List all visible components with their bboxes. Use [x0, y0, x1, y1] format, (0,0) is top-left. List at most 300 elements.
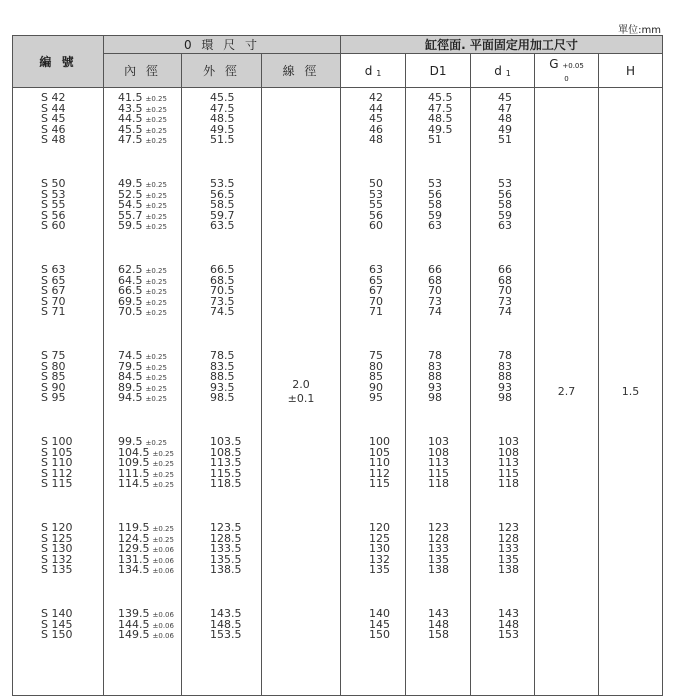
inner-tolerance: ±0.25	[145, 298, 167, 307]
cell-outer: 135.5	[210, 554, 242, 565]
row-group	[406, 93, 470, 179]
cell-D1: 70	[428, 286, 443, 297]
header-G-tol-upper: +0.05	[562, 61, 584, 70]
cell-D1: 56	[428, 189, 443, 200]
col-d1-b	[471, 88, 535, 696]
cell-inner	[104, 609, 181, 620]
row-group	[104, 265, 181, 351]
cell-code: S 125	[41, 533, 73, 544]
inner-tolerance: ±0.06	[152, 621, 174, 630]
col-d1-a	[341, 88, 406, 696]
row-group	[13, 93, 103, 179]
col-G	[535, 88, 599, 696]
inner-value: 109.5	[118, 458, 150, 469]
cell-inner	[104, 200, 181, 211]
cell-D1: 73	[428, 296, 443, 307]
cell-d1: 75	[369, 351, 384, 362]
inner-value: 41.5	[118, 93, 143, 104]
row-group	[182, 523, 261, 609]
cell-outer: 138.5	[210, 565, 242, 576]
row-group	[471, 93, 534, 179]
inner-value: 124.5	[118, 533, 150, 544]
cell-d1: 55	[369, 200, 384, 211]
cell-code: S 150	[41, 630, 73, 641]
cell-outer: 68.5	[210, 275, 235, 286]
cell-d1b: 118	[498, 479, 520, 490]
col-H	[599, 88, 663, 696]
inner-value: 74.5	[118, 351, 143, 362]
cell-inner	[104, 135, 181, 146]
cell-d1b: 153	[498, 630, 520, 641]
cell-outer: 49.5	[210, 124, 235, 135]
cell-D1: 68	[428, 275, 443, 286]
cell-outer: 128.5	[210, 533, 242, 544]
cell-d1: 53	[369, 189, 384, 200]
inner-tolerance: ±0.06	[152, 632, 174, 640]
inner-value: 79.5	[118, 361, 143, 372]
cell-code: S 130	[41, 544, 73, 555]
inner-value: 131.5	[118, 554, 150, 565]
cell-d1b: 83	[498, 361, 513, 372]
cell-inner	[104, 211, 181, 222]
cell-inner	[104, 523, 181, 534]
header-oring-group: 0 環 尺 寸	[104, 36, 341, 54]
cell-outer: 47.5	[210, 103, 235, 114]
cell-d1b: 51	[498, 135, 513, 146]
cell-code: S 63	[41, 265, 66, 276]
inner-value: 70.5	[118, 307, 143, 318]
cell-d1b: 66	[498, 265, 513, 276]
row-group	[406, 523, 470, 609]
inner-tolerance: ±0.25	[145, 105, 167, 114]
row-group	[341, 265, 405, 351]
cell-inner	[104, 448, 181, 459]
cell-D1: 128	[428, 533, 450, 544]
cell-outer: 143.5	[210, 609, 242, 620]
cell-d1b: 138	[498, 565, 520, 576]
cell-d1b: 108	[498, 447, 520, 458]
cell-inner	[104, 286, 181, 297]
inner-value: 149.5	[118, 630, 150, 641]
cell-outer: 48.5	[210, 114, 235, 125]
header-outer: 外 徑	[182, 54, 262, 88]
row-group	[406, 179, 470, 265]
cell-d1: 60	[369, 221, 384, 232]
inner-tolerance: ±0.25	[145, 353, 167, 361]
cell-outer: 45.5	[210, 93, 235, 104]
inner-value: 44.5	[118, 114, 143, 125]
cell-code: S 140	[41, 609, 73, 620]
inner-tolerance: ±0.25	[145, 223, 167, 231]
cell-code: S 85	[41, 372, 66, 383]
cell-inner	[104, 469, 181, 480]
cell-D1: 138	[428, 565, 450, 576]
cell-outer: 113.5	[210, 458, 242, 469]
header-G	[535, 54, 599, 88]
cell-d1: 71	[369, 307, 384, 318]
cell-code: S 48	[41, 135, 66, 146]
row-group	[13, 351, 103, 437]
cell-D1: 83	[428, 361, 443, 372]
cell-inner	[104, 190, 181, 201]
inner-tolerance: ±0.25	[145, 363, 167, 372]
inner-tolerance: ±0.25	[145, 212, 167, 221]
cell-inner	[104, 565, 181, 576]
cell-inner	[104, 221, 181, 232]
cell-d1: 63	[369, 265, 384, 276]
cell-d1b: 58	[498, 200, 513, 211]
wire-value: 2.0	[292, 377, 310, 391]
cell-d1: 100	[369, 437, 391, 448]
row-group	[471, 437, 534, 523]
cell-D1: 103	[428, 437, 450, 448]
cell-d1b: 135	[498, 554, 520, 565]
inner-value: 64.5	[118, 275, 143, 286]
col-wire	[262, 88, 341, 696]
cell-d1: 132	[369, 554, 391, 565]
cell-d1b: 128	[498, 533, 520, 544]
cell-d1b: 93	[498, 382, 513, 393]
row-group	[406, 437, 470, 523]
header-d1-b-label: d	[494, 63, 502, 78]
inner-value: 47.5	[118, 135, 143, 146]
cell-code: S 80	[41, 361, 66, 372]
row-group	[471, 265, 534, 351]
cell-D1: 88	[428, 372, 443, 383]
inner-value: 139.5	[118, 609, 150, 620]
cell-code: S 90	[41, 382, 66, 393]
inner-value: 49.5	[118, 179, 143, 190]
cell-d1: 70	[369, 296, 384, 307]
inner-tolerance: ±0.25	[145, 277, 167, 286]
cell-outer: 74.5	[210, 307, 235, 318]
cell-D1: 59	[428, 210, 443, 221]
cell-outer: 83.5	[210, 361, 235, 372]
cell-inner	[104, 544, 181, 555]
header-groove-group: 缸徑面. 平面固定用加工尺寸	[341, 36, 663, 54]
cell-D1: 74	[428, 307, 443, 318]
g-value: 2.7	[557, 385, 576, 398]
cell-code: S 95	[41, 393, 66, 404]
cell-d1: 135	[369, 565, 391, 576]
cell-code: S 112	[41, 468, 73, 479]
cell-D1: 51	[428, 135, 443, 146]
cell-inner	[104, 479, 181, 490]
cell-d1: 85	[369, 372, 384, 383]
row-group	[341, 437, 405, 523]
row-group	[471, 523, 534, 609]
inner-value: 45.5	[118, 124, 143, 135]
cell-d1: 46	[369, 124, 384, 135]
col-D1	[406, 88, 471, 696]
cell-D1: 135	[428, 554, 450, 565]
inner-value: 54.5	[118, 200, 143, 211]
header-H: H	[599, 54, 663, 88]
cell-code: S 44	[41, 103, 66, 114]
cell-d1b: 78	[498, 351, 513, 362]
cell-code: S 45	[41, 114, 66, 125]
cell-inner	[104, 93, 181, 104]
cell-d1b: 98	[498, 393, 513, 404]
col-code	[13, 88, 104, 696]
cell-D1: 115	[428, 468, 450, 479]
inner-tolerance: ±0.25	[145, 191, 167, 200]
cell-inner	[104, 458, 181, 469]
row-group	[341, 523, 405, 609]
cell-D1: 113	[428, 458, 450, 469]
inner-value: 62.5	[118, 265, 143, 276]
cell-d1: 45	[369, 114, 384, 125]
cell-inner	[104, 630, 181, 641]
cell-outer: 73.5	[210, 296, 235, 307]
cell-code: S 71	[41, 307, 66, 318]
cell-d1b: 73	[498, 296, 513, 307]
cell-code: S 50	[41, 179, 66, 190]
cell-code: S 100	[41, 437, 73, 448]
cell-outer: 63.5	[210, 221, 235, 232]
wire-tolerance: ±0.1	[287, 391, 315, 405]
cell-d1b: 70	[498, 286, 513, 297]
inner-tolerance: ±0.25	[145, 126, 167, 135]
cell-code: S 145	[41, 619, 73, 630]
cell-code: S 55	[41, 200, 66, 211]
cell-outer: 59.7	[210, 210, 235, 221]
cell-inner	[104, 362, 181, 373]
cell-outer: 88.5	[210, 372, 235, 383]
cell-outer: 70.5	[210, 286, 235, 297]
cell-inner	[104, 534, 181, 545]
inner-tolerance: ±0.25	[145, 309, 167, 317]
inner-tolerance: ±0.25	[145, 202, 167, 210]
cell-inner	[104, 437, 181, 448]
inner-value: 43.5	[118, 103, 143, 114]
cell-inner	[104, 104, 181, 115]
inner-tolerance: ±0.25	[152, 449, 174, 458]
cell-d1b: 74	[498, 307, 513, 318]
header-wire: 線 徑	[262, 54, 341, 88]
cell-D1: 158	[428, 630, 450, 641]
inner-value: 111.5	[118, 468, 150, 479]
inner-value: 129.5	[118, 544, 150, 555]
cell-code: S 65	[41, 275, 66, 286]
cell-d1b: 68	[498, 275, 513, 286]
cell-d1: 67	[369, 286, 384, 297]
cell-inner	[104, 265, 181, 276]
cell-D1: 93	[428, 382, 443, 393]
header-code	[13, 36, 104, 88]
cell-d1b: 45	[498, 93, 513, 104]
inner-value: 89.5	[118, 382, 143, 393]
inner-value: 99.5	[118, 437, 143, 448]
row-group	[13, 437, 103, 523]
row-group	[13, 523, 103, 609]
cell-code: S 75	[41, 351, 66, 362]
header-d1-a	[341, 54, 406, 88]
row-group	[182, 609, 261, 695]
cell-d1: 112	[369, 468, 391, 479]
row-group	[341, 351, 405, 437]
cell-outer: 58.5	[210, 200, 235, 211]
header-d1-a-label: d	[364, 63, 373, 78]
cell-D1: 66	[428, 265, 443, 276]
header-G-tol-lower: 0	[564, 74, 569, 83]
inner-value: 52.5	[118, 189, 143, 200]
cell-code: S 115	[41, 479, 73, 490]
cell-D1: 47.5	[428, 103, 453, 114]
col-outer	[182, 88, 262, 696]
inner-value: 69.5	[118, 296, 143, 307]
cell-d1: 110	[369, 458, 391, 469]
row-group	[341, 609, 405, 695]
inner-tolerance: ±0.25	[152, 470, 174, 479]
row-group	[406, 265, 470, 351]
row-group	[13, 265, 103, 351]
row-group	[104, 179, 181, 265]
cell-outer: 103.5	[210, 437, 242, 448]
cell-inner	[104, 297, 181, 308]
inner-tolerance: ±0.25	[145, 384, 167, 393]
row-group	[341, 179, 405, 265]
row-group	[406, 351, 470, 437]
inner-tolerance: ±0.25	[145, 288, 167, 296]
cell-outer: 123.5	[210, 523, 242, 534]
inner-value: 134.5	[118, 565, 150, 576]
cell-d1b: 49	[498, 124, 513, 135]
cell-inner	[104, 276, 181, 287]
inner-tolerance: ±0.25	[145, 395, 167, 403]
inner-tolerance: ±0.25	[152, 525, 174, 533]
inner-tolerance: ±0.25	[145, 374, 167, 382]
inner-tolerance: ±0.25	[152, 535, 174, 544]
row-group	[104, 437, 181, 523]
cell-D1: 143	[428, 609, 450, 620]
row-group	[471, 351, 534, 437]
row-group	[471, 609, 534, 695]
cell-d1: 125	[369, 533, 391, 544]
cell-D1: 49.5	[428, 124, 453, 135]
unit-label: 單位:mm	[618, 25, 661, 36]
cell-code: S 46	[41, 124, 66, 135]
row-group	[182, 179, 261, 265]
row-group	[406, 609, 470, 695]
cell-inner	[104, 372, 181, 383]
header-code-label: 編 號	[39, 55, 77, 69]
inner-tolerance: ±0.25	[152, 460, 174, 468]
cell-d1b: 63	[498, 221, 513, 232]
cell-d1b: 115	[498, 468, 520, 479]
inner-value: 114.5	[118, 479, 150, 490]
cell-outer: 118.5	[210, 479, 242, 490]
cell-D1: 118	[428, 479, 450, 490]
header-d1-b-sub: 1	[505, 68, 511, 78]
cell-code: S 53	[41, 189, 66, 200]
inner-value: 84.5	[118, 372, 143, 383]
inner-value: 119.5	[118, 523, 150, 534]
cell-code: S 110	[41, 458, 73, 469]
wire-value-block	[288, 378, 315, 406]
cell-code: S 120	[41, 523, 73, 534]
cell-outer: 93.5	[210, 382, 235, 393]
cell-d1b: 133	[498, 544, 520, 555]
cell-d1: 44	[369, 103, 384, 114]
inner-tolerance: ±0.06	[152, 546, 174, 554]
cell-code: S 135	[41, 565, 73, 576]
cell-D1: 108	[428, 447, 450, 458]
cell-d1: 56	[369, 210, 384, 221]
row-group	[104, 523, 181, 609]
header-inner: 內 徑	[104, 54, 182, 88]
header-D1: D1	[406, 54, 471, 88]
cell-D1: 133	[428, 544, 450, 555]
cell-d1b: 59	[498, 210, 513, 221]
cell-outer: 153.5	[210, 630, 242, 641]
row-group	[104, 93, 181, 179]
cell-D1: 53	[428, 179, 443, 190]
h-value: 1.5	[621, 385, 640, 398]
col-inner	[104, 88, 182, 696]
cell-code: S 132	[41, 554, 73, 565]
cell-D1: 123	[428, 523, 450, 534]
cell-d1: 120	[369, 523, 391, 534]
inner-value: 104.5	[118, 447, 150, 458]
cell-outer: 53.5	[210, 179, 235, 190]
cell-inner	[104, 620, 181, 631]
inner-value: 55.7	[118, 210, 143, 221]
header-G-label: G	[549, 56, 559, 71]
cell-d1: 150	[369, 630, 391, 641]
cell-inner	[104, 555, 181, 566]
cell-outer: 148.5	[210, 619, 242, 630]
cell-d1: 145	[369, 619, 391, 630]
cell-d1b: 123	[498, 523, 520, 534]
row-group	[104, 351, 181, 437]
inner-tolerance: ±0.25	[145, 116, 167, 124]
inner-tolerance: ±0.25	[145, 181, 167, 189]
cell-inner	[104, 179, 181, 190]
cell-d1: 50	[369, 179, 384, 190]
cell-d1: 90	[369, 382, 384, 393]
cell-d1b: 103	[498, 437, 520, 448]
cell-d1: 80	[369, 361, 384, 372]
cell-d1b: 47	[498, 103, 513, 114]
cell-d1: 95	[369, 393, 384, 404]
cell-outer: 115.5	[210, 468, 242, 479]
cell-outer: 51.5	[210, 135, 235, 146]
cell-d1b: 113	[498, 458, 520, 469]
cell-inner	[104, 393, 181, 404]
inner-tolerance: ±0.06	[152, 556, 174, 565]
cell-d1: 42	[369, 93, 384, 104]
row-group	[13, 179, 103, 265]
cell-D1: 48.5	[428, 114, 453, 125]
inner-tolerance: ±0.25	[145, 439, 167, 447]
inner-tolerance: ±0.25	[145, 267, 167, 275]
cell-outer: 133.5	[210, 544, 242, 555]
cell-code: S 70	[41, 296, 66, 307]
row-group	[182, 437, 261, 523]
row-group	[182, 93, 261, 179]
cell-inner	[104, 351, 181, 362]
inner-tolerance: ±0.06	[152, 567, 174, 575]
cell-D1: 148	[428, 619, 450, 630]
cell-d1b: 53	[498, 179, 513, 190]
row-group	[341, 93, 405, 179]
cell-inner	[104, 125, 181, 136]
inner-value: 94.5	[118, 393, 143, 404]
header-d1-a-sub: 1	[376, 68, 382, 78]
cell-d1: 115	[369, 479, 391, 490]
cell-D1: 63	[428, 221, 443, 232]
